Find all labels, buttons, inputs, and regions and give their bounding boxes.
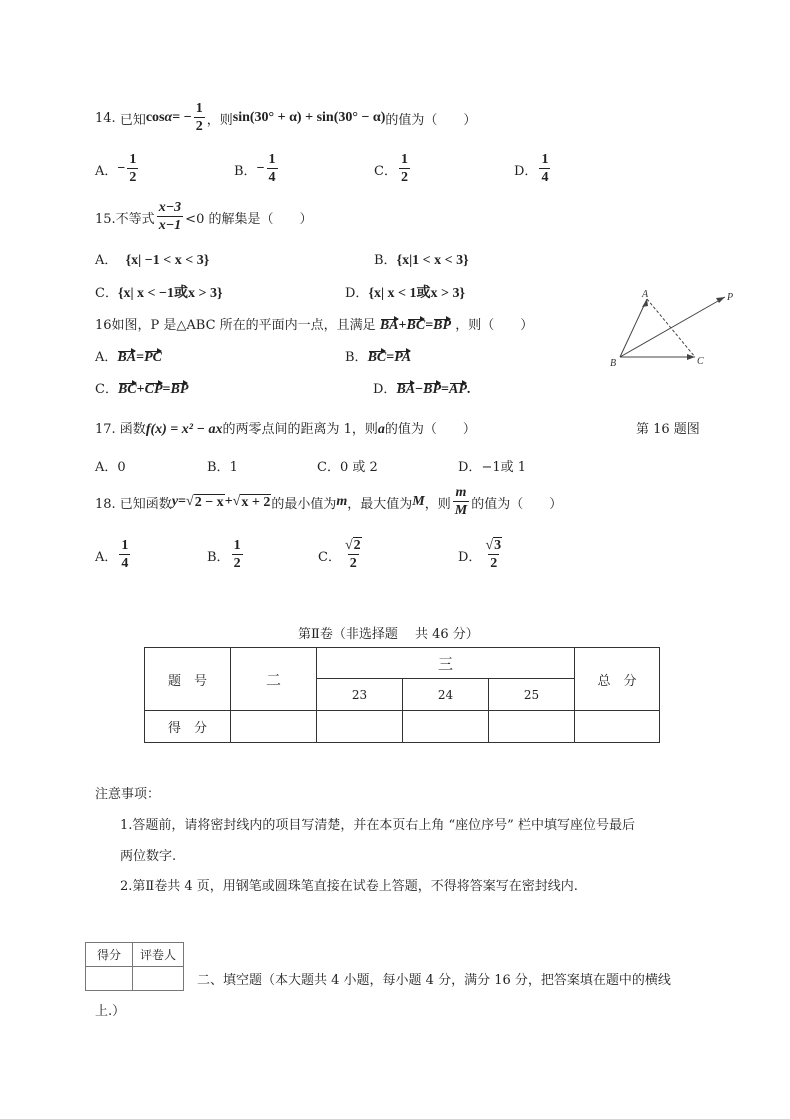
note-1-cont: 两位数字. xyxy=(120,849,177,864)
score-cell[interactable] xyxy=(317,711,403,743)
figure-caption: 第 16 题图 xyxy=(636,422,700,437)
question-15: 15.不等式 $\frac{x-3}{x-1}$ <0 的解集是（ ） xyxy=(95,200,313,233)
option-a[interactable]: A． {x| −1 < x < 3} xyxy=(95,253,210,268)
label-b: B xyxy=(610,358,617,369)
section-title-cont: 上.） xyxy=(95,1004,126,1019)
fraction: $\frac{m}{M}$ xyxy=(454,485,468,518)
option-b[interactable]: B．{x|1 < x < 3} xyxy=(374,253,469,268)
score-cell[interactable] xyxy=(403,711,489,743)
notes-heading: 注意事项： xyxy=(95,787,161,802)
section-title: 二、填空题（本大题共 4 小题，每小题 4 分，满分 16 分，把答案填在题中的横线 xyxy=(197,973,671,988)
fraction: $\frac{x-3}{x-1}$ xyxy=(158,200,182,233)
option-d[interactable]: D．BA−BP=AP. xyxy=(373,382,471,397)
option-b[interactable]: B． $\frac{1}{2}$ xyxy=(207,538,241,571)
option-c[interactable]: C． $\frac{1}{2}$ xyxy=(374,152,408,185)
option-a[interactable]: A． $\frac{1}{4}$ xyxy=(95,538,129,571)
grader-name-cell[interactable] xyxy=(133,967,184,991)
label-a: A xyxy=(642,289,649,300)
score-cell[interactable] xyxy=(575,711,660,743)
score-cell[interactable] xyxy=(231,711,317,743)
option-a[interactable]: A．0 xyxy=(95,460,126,475)
label-c: C xyxy=(697,356,704,367)
option-d[interactable]: D． $\frac{1}{4}$ xyxy=(514,152,549,185)
option-d[interactable]: D．{x| x < 1或x > 3} xyxy=(345,286,466,301)
option-b[interactable]: B． − $\frac{1}{4}$ xyxy=(234,152,276,185)
label-p: P xyxy=(727,292,734,303)
arrow-a xyxy=(642,299,648,307)
option-c[interactable]: C．0 或 2 xyxy=(317,460,378,475)
option-c[interactable]: C．{x| x < −1或x > 3} xyxy=(95,286,223,301)
option-a[interactable]: A．BA=PC xyxy=(95,350,162,365)
option-d[interactable]: D．−1或 1 xyxy=(458,460,527,475)
fraction: $\frac{1}{2}$ xyxy=(195,101,203,134)
option-c[interactable]: C．BC+CP=BP xyxy=(95,382,189,397)
segment-ba xyxy=(620,299,647,357)
expression: sin(30° + α) + sin(30° − α) xyxy=(232,110,386,125)
grader-score-cell[interactable] xyxy=(86,967,133,991)
score-cell[interactable] xyxy=(489,711,575,743)
note-1: 1.答题前，请将密封线内的项目写清楚，并在本页右上角 “座位序号” 栏中填写座位号最后 xyxy=(120,818,635,833)
question-17: 17. 函数f(x) = x² − ax的两零点间的距离为 1，则a的值为（ ） xyxy=(95,422,476,437)
note-2: 2.第Ⅱ卷共 4 页，用钢笔或圆珠笔直接在试卷上答题，不得将答案写在密封线内. xyxy=(120,879,578,894)
option-a[interactable]: A． − $\frac{1}{2}$ xyxy=(95,152,137,185)
arrow-p xyxy=(716,297,725,303)
triangle-figure xyxy=(600,285,750,375)
option-b[interactable]: B．BC=PA xyxy=(345,350,412,365)
question-number: 14. xyxy=(95,110,116,126)
segment-bp xyxy=(620,297,725,357)
part2-title: 第Ⅱ卷（非选择题 共 46 分） xyxy=(298,627,479,642)
score-table: 题 号 二 三 总 分 23 24 25 得 分 xyxy=(144,647,660,743)
grader-box: 得分 评卷人 xyxy=(85,942,184,991)
question-14: 14. 已知 cos α = − $\frac{1}{2}$ ，则 sin(30° + α) + sin(30° − α) 的值为（ ） xyxy=(95,101,477,134)
option-b[interactable]: B．1 xyxy=(207,460,238,475)
option-c[interactable]: C． $\frac{√2}{2}$ xyxy=(318,538,361,571)
option-d[interactable]: D． $\frac{√3}{2}$ xyxy=(458,538,502,571)
question-16: 16如图，P 是△ABC 所在的平面内一点，且满足 BA+BC=BP ，则（ ） xyxy=(95,318,534,333)
question-18: 18. 已知函数 y = √ 2 − x + √ x + 2 的最小值为 m ，最大值为 M ，则 $\frac{m}{M}$ 的值为（ ） xyxy=(95,485,563,518)
